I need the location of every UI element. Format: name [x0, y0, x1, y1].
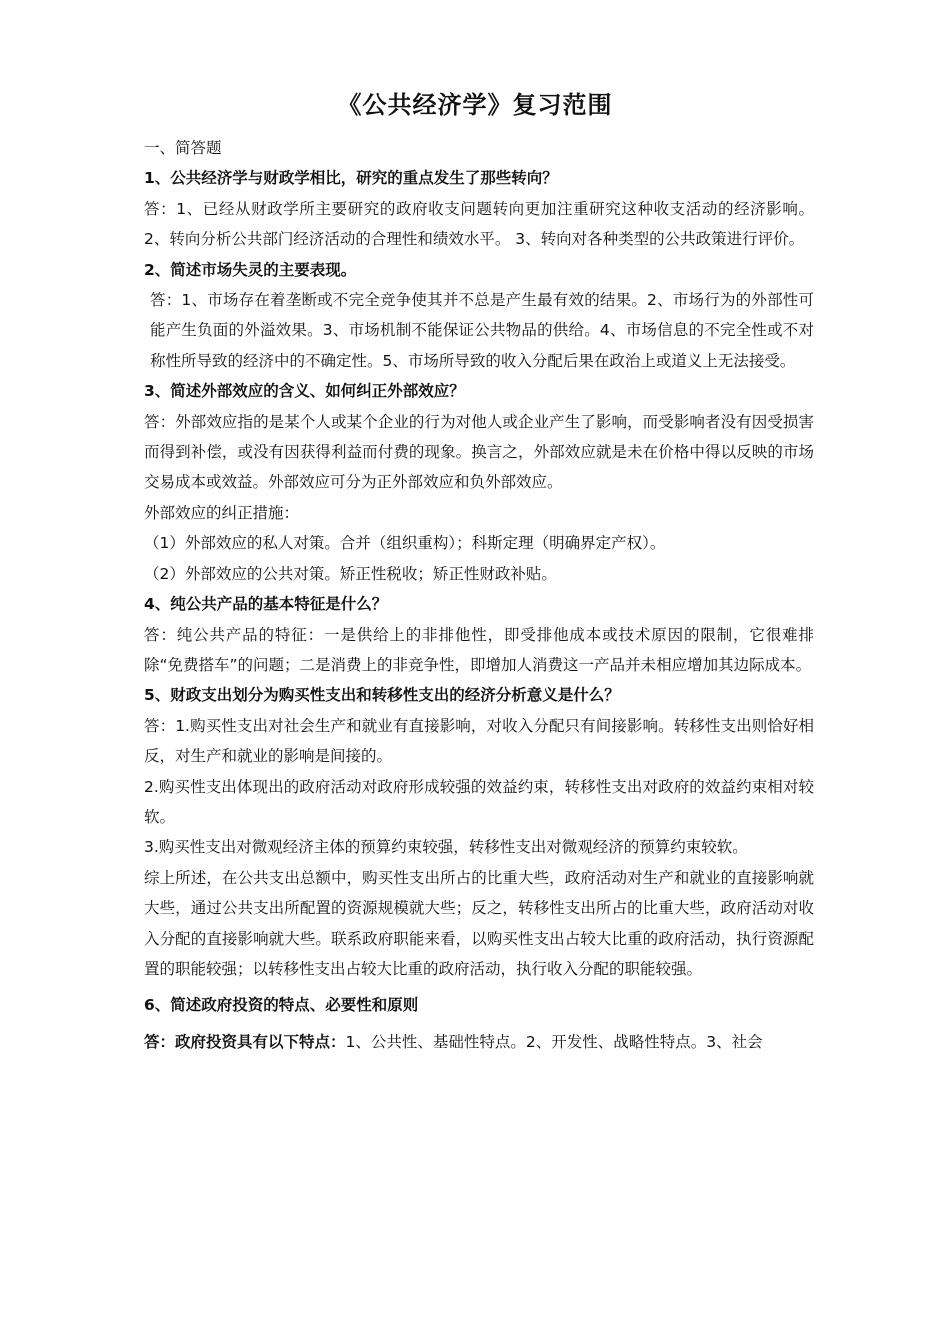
answer-1: 答：1、已经从财政学所主要研究的政府收支问题转向更加注重研究这种收支活动的经济影响。 2、转向分析公共部门经济活动的合理性和绩效水平。 3、转向对各种类型的公共政策进行评价。 [144, 199, 814, 249]
answer-5-point-1: 答：1.购买性支出对社会生产和就业有直接影响，对收入分配只有间接影响。转移性支出则恰好相反，对生产和就业的影响是间接的。 [144, 716, 814, 766]
answer-5-point-3: 3.购买性支出对微观经济主体的预算约束较强，转移性支出对微观经济的预算约束较软。 [144, 838, 748, 857]
answer-6-lead: 答：政府投资具有以下特点： [144, 1032, 346, 1051]
document-body [144, 133, 814, 1057]
question-3: 3、简述外部效应的含义、如何纠正外部效应？ [144, 382, 465, 401]
question-4: 4、纯公共产品的基本特征是什么？ [144, 595, 388, 614]
answer-4: 答：纯公共产品的特征：一是供给上的非排他性，即受排他成本或技术原因的限制，它很难排除“免费搭车”的问题；二是消费上的非竞争性，即增加人消费这一产品并未相应增加其边际成本。 [144, 625, 814, 674]
answer-3-measure-2: （2）外部效应的公共对策。矫正性税收；矫正性财政补贴。 [144, 564, 557, 583]
answer-2: 答：1、市场存在着垄断或不完全竞争使其并不总是产生最有效的结果。2、市场行为的外部性可能产生负面的外溢效果。3、市场机制不能保证公共物品的供给。4、市场信息的不完全性或不对称性所导致的经济中的不确定性。5、市场所导致的收入分配后果在政治上或道义上无法接受。 [150, 291, 814, 370]
question-5: 5、财政支出划分为购买性支出和转移性支出的经济分析意义是什么？ [144, 686, 620, 705]
answer-3-measures-heading: 外部效应的纠正措施： [144, 503, 300, 522]
page-title: 《公共经济学》复习范围 [337, 91, 613, 119]
question-2: 2、简述市场失灵的主要表现。 [144, 260, 357, 279]
section-heading: 一、简答题 [144, 139, 222, 157]
answer-3: 答：外部效应指的是某个人或某个企业的行为对他人或企业产生了影响，而受影响者没有因受损害而得到补偿，或没有因获得利益而付费的现象。换言之，外部效应就是未在价格中得以反映的市场交易成本或效益。外部效应可分为正外部效应和负外部效应。 [144, 412, 814, 492]
answer-5-point-2: 2.购买性支出体现出的政府活动对政府形成较强的效益约束，转移性支出对政府的效益约束相对较软。 [144, 777, 814, 826]
answer-5-summary: 综上所述，在公共支出总额中，购买性支出所占的比重大些，政府活动对生产和就业的直接影响就大些，通过公共支出所配置的资源规模就大些；反之，转移性支出所占的比重大些，政府活动对收入分配的直接影响就大些。联系政府职能来看，以购买性支出占较大比重的政府活动，执行资源配置的职能较强；以转移性支出占较大比重的政府活动，执行收入分配的职能较强。 [144, 868, 814, 978]
question-1: 1、公共经济学与财政学相比，研究的重点发生了那些转向？ [144, 169, 558, 188]
answer-6-text: 1、公共性、基础性特点。2、开发性、战略性特点。3、社会 [345, 1032, 763, 1051]
question-6: 6、简述政府投资的特点、必要性和原则 [144, 996, 419, 1015]
answer-3-measure-1: （1）外部效应的私人对策。合并（组织重构）；科斯定理（明确界定产权）。 [144, 534, 666, 553]
answer-6 [144, 1027, 814, 1057]
